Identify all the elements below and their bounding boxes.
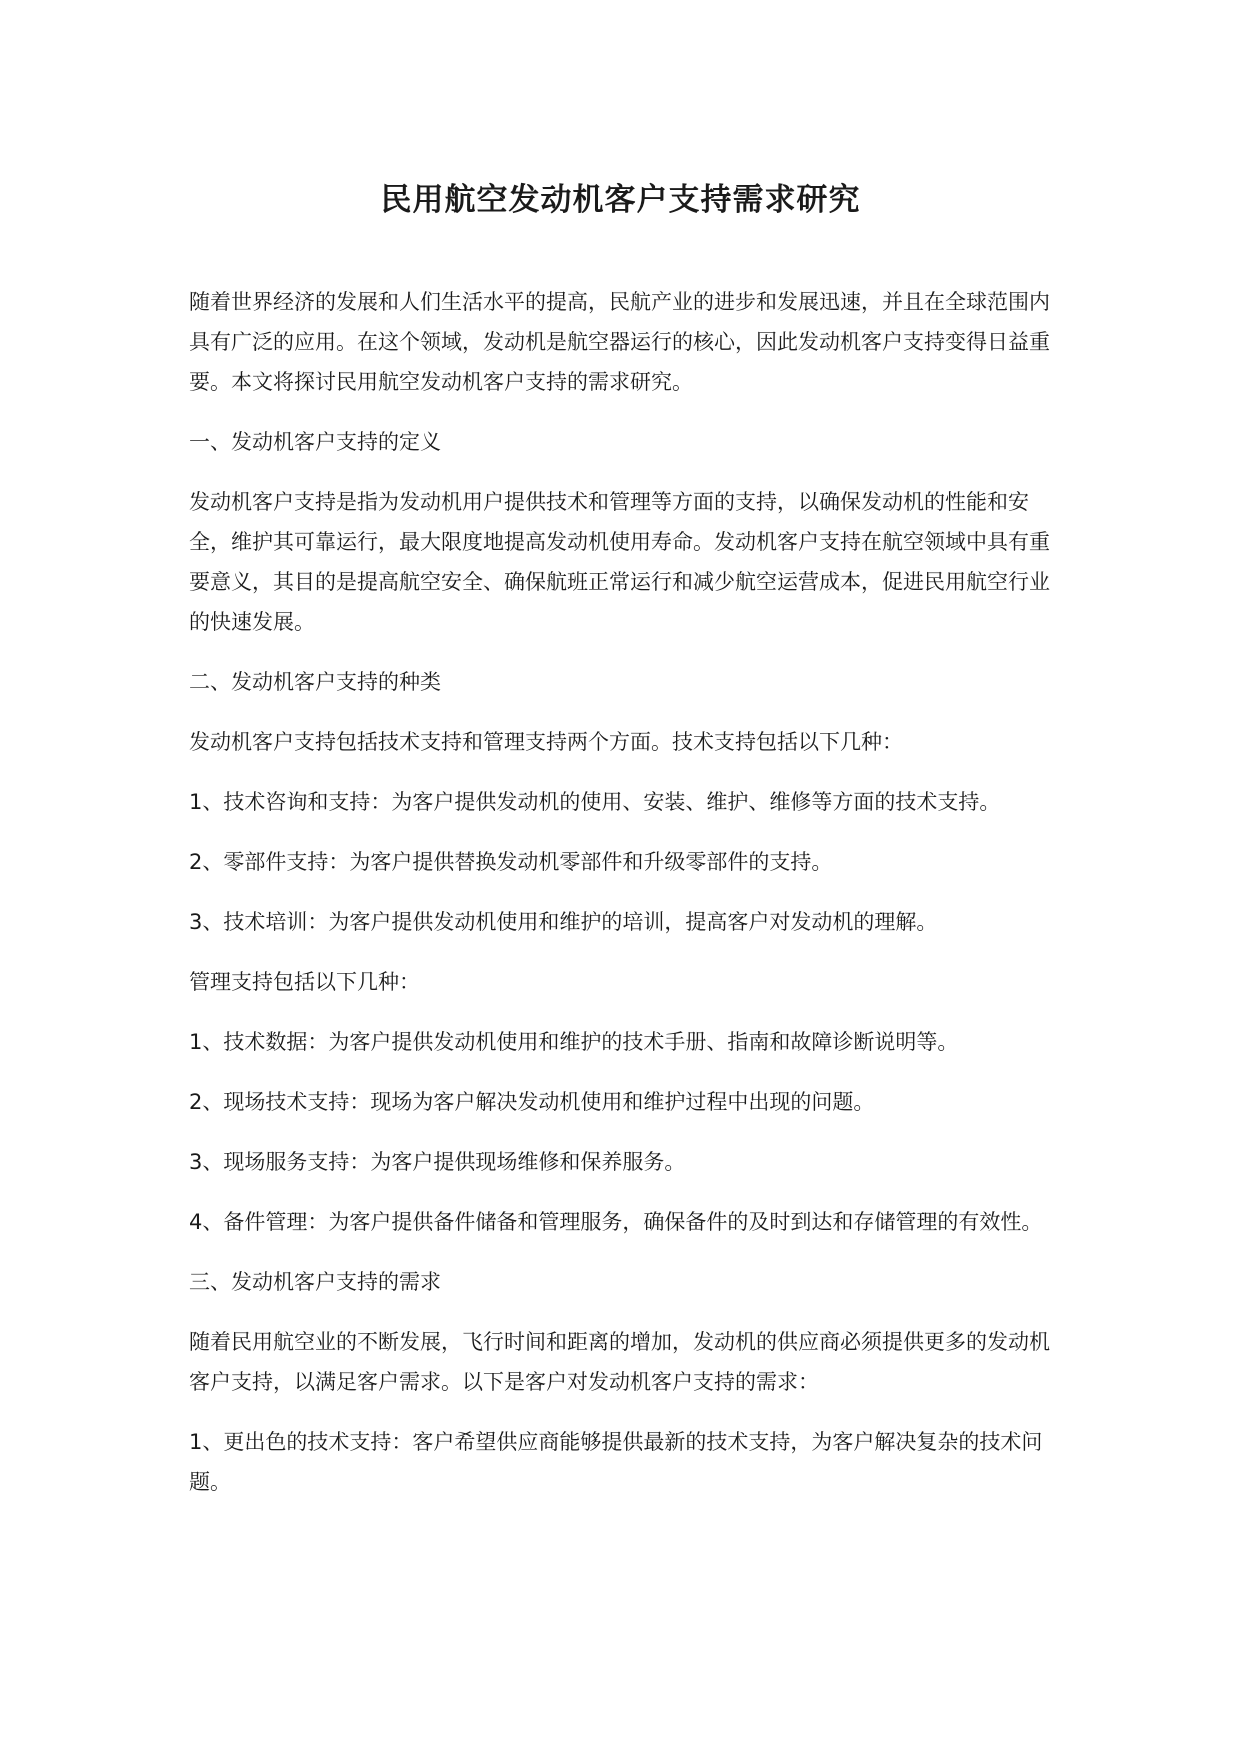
intro-paragraph: 随着世界经济的发展和人们生活水平的提高，民航产业的进步和发展迅速，并且在全球范围内具有广泛的应用。在这个领域，发动机是航空器运行的核心，因此发动机客户支持变得日益重要。本文将探讨民用航空发动机客户支持的需求研究。 bbox=[189, 290, 1050, 394]
management-support-item-4: 4、备件管理：为客户提供备件储备和管理服务，确保备件的及时到达和存储管理的有效性。 bbox=[189, 1210, 1043, 1234]
section-heading-definition: 一、发动机客户支持的定义 bbox=[189, 430, 441, 454]
management-support-intro: 管理支持包括以下几种： bbox=[189, 970, 420, 994]
management-support-item-3: 3、现场服务支持：为客户提供现场维修和保养服务。 bbox=[189, 1150, 686, 1174]
management-support-item-1: 1、技术数据：为客户提供发动机使用和维护的技术手册、指南和故障诊断说明等。 bbox=[189, 1030, 959, 1054]
section-heading-types: 二、发动机客户支持的种类 bbox=[189, 670, 441, 694]
types-intro-paragraph: 发动机客户支持包括技术支持和管理支持两个方面。技术支持包括以下几种： bbox=[189, 730, 903, 754]
definition-paragraph: 发动机客户支持是指为发动机用户提供技术和管理等方面的支持，以确保发动机的性能和安全，维护其可靠运行，最大限度地提高发动机使用寿命。发动机客户支持在航空领域中具有重要意义，其目的是提高航空安全、确保航班正常运行和减少航空运营成本，促进民用航空行业的快速发展。 bbox=[189, 490, 1050, 634]
management-support-item-2: 2、现场技术支持：现场为客户解决发动机使用和维护过程中出现的问题。 bbox=[189, 1090, 875, 1114]
technical-support-item-2: 2、零部件支持：为客户提供替换发动机零部件和升级零部件的支持。 bbox=[189, 850, 833, 874]
document-title: 民用航空发动机客户支持需求研究 bbox=[380, 182, 861, 218]
technical-support-item-3: 3、技术培训：为客户提供发动机使用和维护的培训，提高客户对发动机的理解。 bbox=[189, 910, 938, 934]
needs-item-1: 1、更出色的技术支持：客户希望供应商能够提供最新的技术支持，为客户解决复杂的技术问题。 bbox=[189, 1430, 1043, 1494]
document-body bbox=[189, 282, 1069, 1522]
needs-intro-paragraph: 随着民用航空业的不断发展，飞行时间和距离的增加，发动机的供应商必须提供更多的发动机客户支持，以满足客户需求。以下是客户对发动机客户支持的需求： bbox=[189, 1330, 1050, 1394]
technical-support-item-1: 1、技术咨询和支持：为客户提供发动机的使用、安装、维护、维修等方面的技术支持。 bbox=[189, 790, 1001, 814]
section-heading-needs: 三、发动机客户支持的需求 bbox=[189, 1270, 441, 1294]
